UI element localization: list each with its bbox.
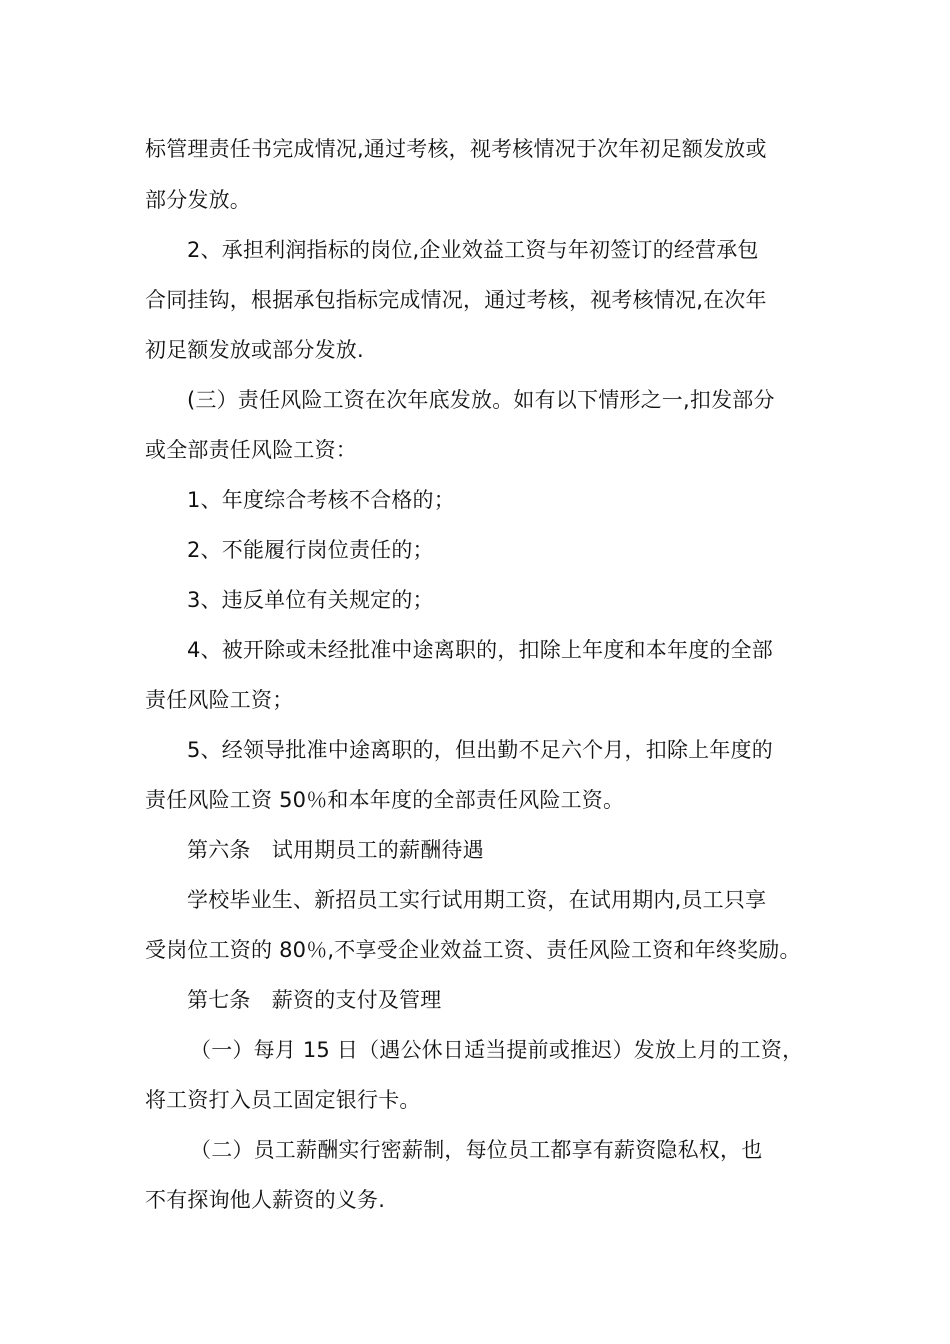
paragraph-line: 责任风险工资 50％和本年度的全部责任风险工资。 — [145, 788, 625, 812]
section-heading: 第六条 试用期员工的薪酬待遇 — [187, 838, 484, 862]
paragraph-line: 学校毕业生、新招员工实行试用期工资，在试用期内,员工只享 — [187, 888, 767, 912]
list-item: 5、经领导批准中途离职的，但出勤不足六个月，扣除上年度的 — [187, 738, 773, 762]
paragraph-line: （二）员工薪酬实行密薪制，每位员工都享有薪资隐私权，也 — [190, 1138, 763, 1162]
paragraph-line: 不有探询他人薪资的义务. — [145, 1188, 386, 1212]
section-heading: 第七条 薪资的支付及管理 — [187, 988, 442, 1012]
paragraph-line: (三）责任风险工资在次年底发放。如有以下情形之一,扣发部分 — [187, 388, 775, 412]
list-item: 1、年度综合考核不合格的； — [187, 488, 455, 512]
paragraph-line: 标管理责任书完成情况,通过考核，视考核情况于次年初足额发放或 — [145, 137, 767, 161]
paragraph-line: 责任风险工资； — [145, 688, 294, 712]
paragraph-line: 合同挂钩，根据承包指标完成情况，通过考核，视考核情况,在次年 — [145, 288, 767, 312]
paragraph-line: 2、承担利润指标的岗位,企业效益工资与年初签订的经营承包 — [187, 238, 759, 262]
list-item: 2、不能履行岗位责任的； — [187, 538, 434, 562]
paragraph-line: 受岗位工资的 80％,不享受企业效益工资、责任风险工资和年终奖励。 — [145, 938, 801, 962]
paragraph-line: 将工资打入员工固定银行卡。 — [145, 1088, 421, 1112]
list-item: 4、被开除或未经批准中途离职的，扣除上年度和本年度的全部 — [187, 638, 773, 662]
paragraph-line: （一）每月 15 日（遇公休日适当提前或推迟）发放上月的工资， — [190, 1038, 804, 1062]
paragraph-line: 部分发放。 — [145, 188, 251, 212]
paragraph-line: 初足额发放或部分发放. — [145, 338, 364, 362]
list-item: 3、违反单位有关规定的； — [187, 588, 434, 612]
paragraph-line: 或全部责任风险工资： — [145, 438, 357, 462]
